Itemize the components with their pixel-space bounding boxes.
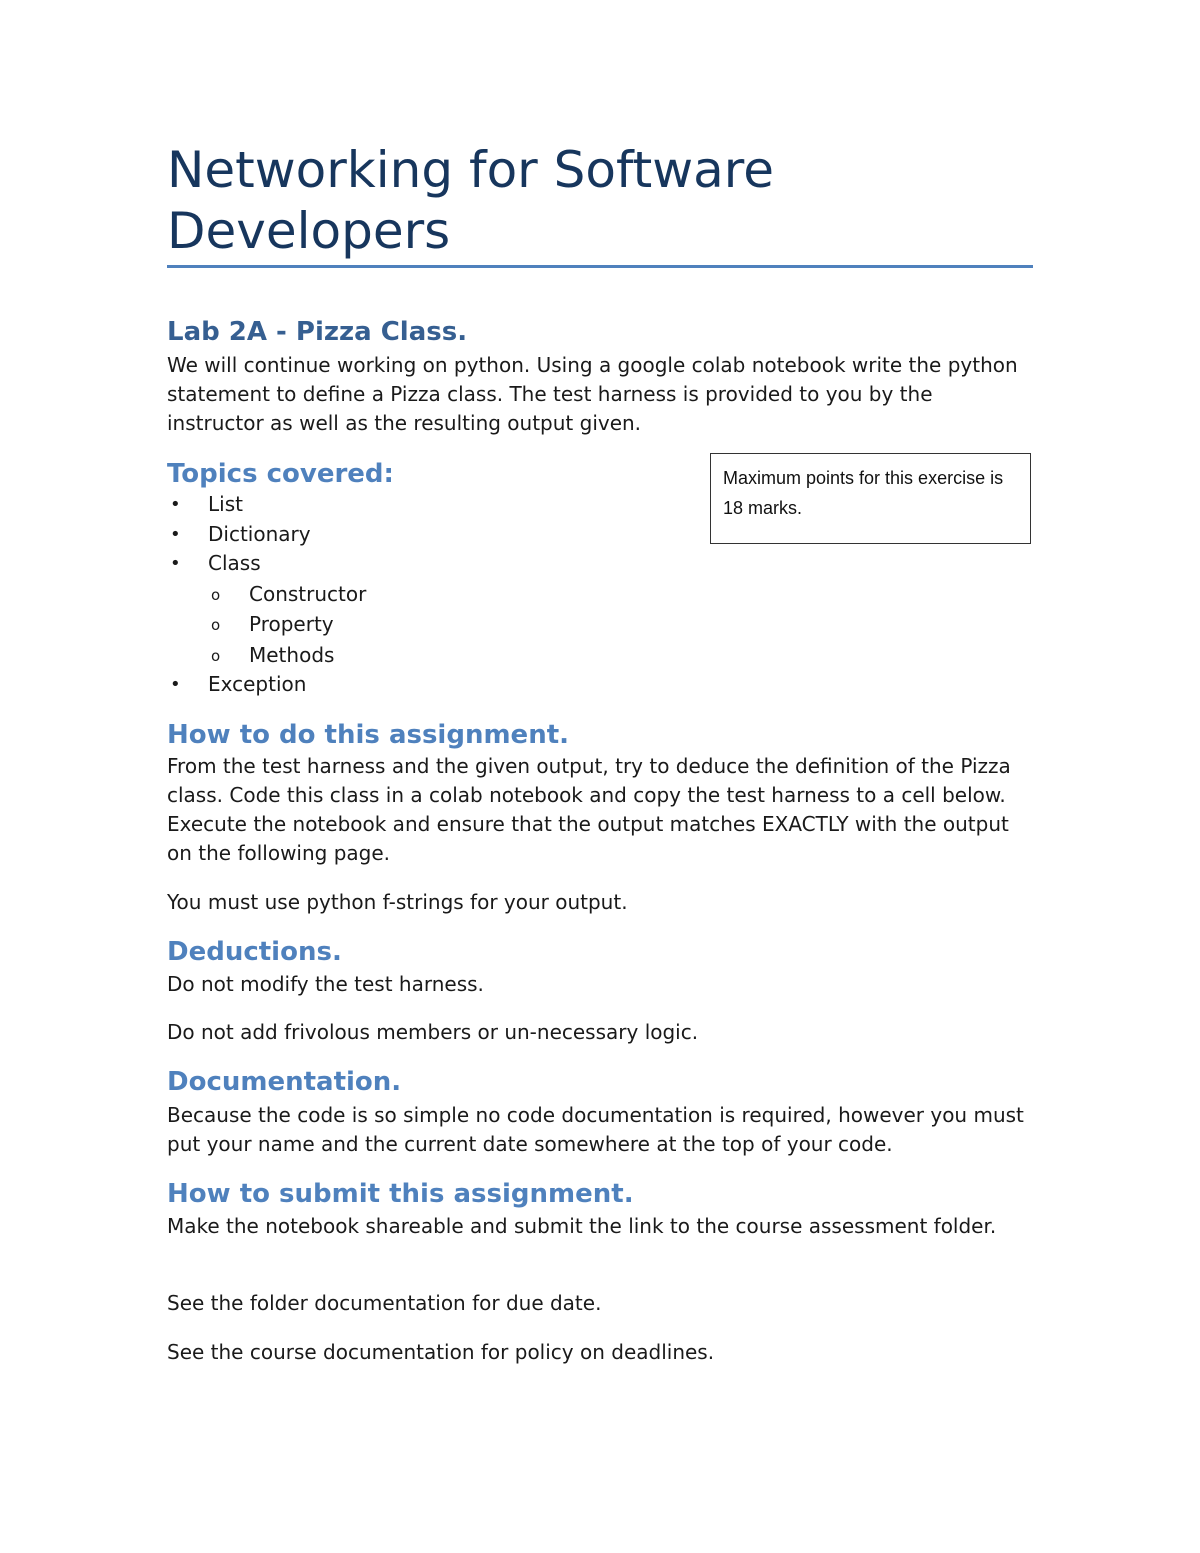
documentation-paragraph-1: Because the code is so simple no code documentation is required, however you must put your name and the current date somewhere at the top of your code. [167, 1103, 1024, 1156]
how-to-paragraph-2: You must use python f-strings for your output. [167, 890, 628, 914]
deductions-paragraph-1: Do not modify the test harness. [167, 972, 484, 996]
topic-exception-label: Exception [208, 672, 307, 696]
intro-paragraph: We will continue working on python. Using a google colab notebook write the python statement to define a Pizza class. The test harness is provided to you by the instructor as well as the resulting output given. [167, 353, 1018, 435]
bullet-icon: • [170, 494, 181, 515]
list-item [208, 640, 687, 671]
sub-bullet-icon: o [211, 616, 221, 634]
documentation-heading: Documentation. [167, 1067, 402, 1097]
list-item [167, 549, 687, 670]
topic-property-label: Property [249, 612, 334, 636]
submit-paragraph-2: See the folder documentation for due date. [167, 1291, 602, 1315]
title-underline-rule [167, 265, 1033, 268]
topics-list [167, 490, 687, 700]
submit-paragraph-1: Make the notebook shareable and submit the link to the course assessment folder. [167, 1214, 997, 1238]
lab-heading: Lab 2A - Pizza Class. [167, 317, 468, 347]
submit-paragraph-3: See the course documentation for policy on deadlines. [167, 1340, 715, 1364]
list-item [167, 670, 687, 700]
submit-heading: How to submit this assignment. [167, 1179, 634, 1209]
topic-class-label: Class [208, 551, 261, 575]
topic-list-label: List [208, 492, 243, 516]
points-callout-box [710, 453, 1031, 544]
bullet-icon: • [170, 553, 181, 574]
how-to-heading: How to do this assignment. [167, 720, 570, 750]
bullet-icon: • [170, 674, 181, 695]
points-callout-text: Maximum points for this exercise is 18 marks. [723, 468, 1004, 518]
class-subtopics-list [208, 579, 687, 671]
list-item [167, 520, 687, 550]
sub-bullet-icon: o [211, 646, 221, 665]
deductions-heading: Deductions. [167, 937, 342, 967]
bullet-icon: • [170, 523, 181, 545]
list-item [167, 490, 687, 520]
topic-constructor-label: Constructor [249, 581, 367, 606]
topic-dictionary-label: Dictionary [208, 521, 311, 546]
sub-bullet-icon: o [211, 585, 221, 604]
how-to-paragraph-1: From the test harness and the given output, try to deduce the definition of the Pizza class. Code this class in a colab notebook and copy the test harness to a cell below. Execute the notebook and ensure that the output matches EXACTLY with the output on the following page. [167, 754, 1011, 865]
document-page [167, 0, 1033, 1553]
list-item [208, 609, 687, 640]
topics-heading: Topics covered: [167, 459, 394, 489]
document-title: Networking for Software Developers [167, 141, 775, 260]
list-item [208, 579, 687, 610]
deductions-paragraph-2: Do not add frivolous members or un-necessary logic. [167, 1020, 699, 1044]
topic-methods-label: Methods [249, 642, 335, 667]
